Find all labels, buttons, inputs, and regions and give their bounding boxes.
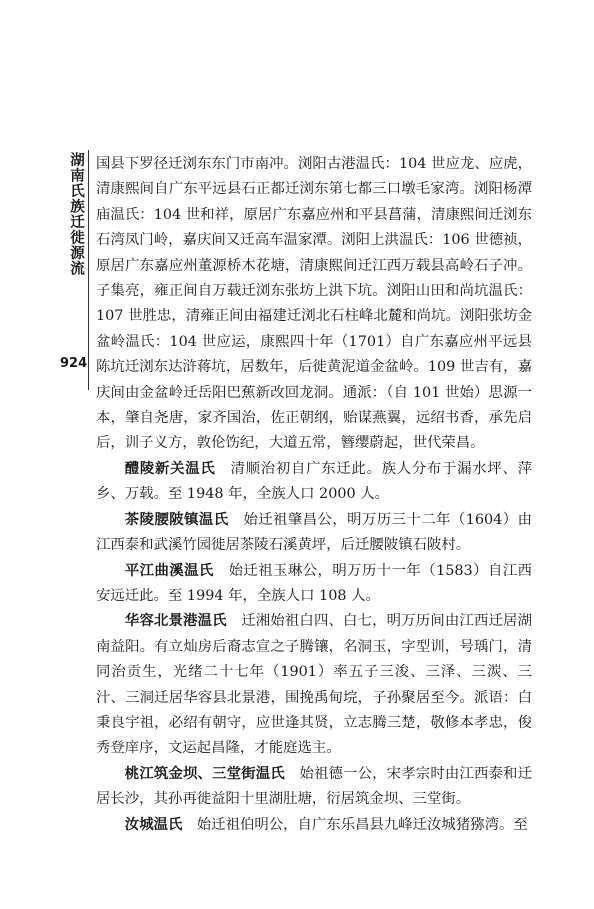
entry-text: 始迁祖肇昌公，明万历三十二年（1604）由江西泰和武溪竹园徙居茶陵石溪黄坪，后迁腰陂镇石陂村。 [96,511,532,554]
entry-taojiang-zhujinba [96,762,532,813]
entry-heading: 平江曲溪温氏 [124,562,214,579]
entry-huarong-beijinggang [96,609,532,761]
entry-text: 始祖德一公，宋孝宗时由江西泰和迁居长沙，其孙再徙益阳十里湖肚塘，衍居筑金坝、三堂街。 [96,765,532,808]
entry-text: 迁湘始祖白四、白七，明万历间由江西迁居湖南益阳。有立灿房后裔志宣之子腾镶，名洞玉，字型训，号瑀门，清同治贡生，光绪二十七年（1901）率五子三浚、三泽、三湠、三汁、三洞迁居华容县北景港，围挽禹甸垸，子孙聚居至今。派语：白秉良宇祖，必绍有朝守，应世逢其贤，立志腾三楚，敬修本孝忠，俊秀登庠序，文运起昌隆，才能庭选主。 [96,613,532,757]
entry-heading: 醴陵新关温氏 [124,460,216,477]
entry-heading: 桃江筑金坝、三堂街温氏 [124,765,285,782]
entry-rucheng [96,813,532,838]
entry-pingjiang-quxi [96,559,532,610]
entry-heading: 茶陵腰陂镇温氏 [124,511,229,528]
entry-text: 始迁祖伯明公，自广东乐昌县九峰迁汝城猪猕湾。至 [196,816,528,833]
main-text [96,152,532,838]
entry-heading: 汝城温氏 [124,816,183,833]
continuation-paragraph: 国县下罗径迁浏东东门市南冲。浏阳古港温氏：104 世应龙、应虎，清康熙间自广东平远县石正都迁浏东第七都三口墩毛家湾。浏阳杨潭庙温氏：104 世和祥，原居广东嘉应州和平县菖蒲，清康熙间迁浏东石湾凤门岭，嘉庆间又迁高车温家潭。浏阳上洪温氏：106 世德祯，原居广东嘉应州董源桥木花塘，清康熙间迁江西万载县高岭石子冲。子集亮，雍正间自万载迁浏东张坊上洪下坑。浏阳山田和尚坑温氏：107 世胜忠，清雍正间由福建迁浏北石柱峰北麓和尚坑。浏阳张坊金盆岭温氏：104 世应运，康熙四十年（1701）自广东嘉应州平远县陈坑迁浏东达浒蒋坑，居数年，后徙黄泥道金盆岭。109 世吉有，嘉庆间由金盆岭迁岳阳巴蕉新改回龙洞。通派：（自 101 世始）思源一本，肇自尧唐，家齐国治，佐正朝纲，贻谋燕翼，远绍书香，承先启后，训子义方，敦伦饬纪，大道五常，簪缨蔚起，世代荣昌。 [96,156,532,452]
margin-divider [88,150,89,390]
entry-text: 清顺治初自广东迁此。族人分布于漏水坪、萍乡、万载。至 1948 年，全族人口 2000 人。 [96,460,532,503]
entry-chaling-yaobei [96,508,532,559]
entry-text: 始迁祖玉琳公，明万历十一年（1583）自江西安远迁此。至 1994 年，全族人口 108 人。 [96,562,532,604]
entry-heading: 华容北景港温氏 [124,613,227,630]
book-title: 湖南氏族迁徙源流 [68,152,84,276]
entry-liling-xinguan [96,457,532,508]
page-number: 924 [60,356,88,371]
